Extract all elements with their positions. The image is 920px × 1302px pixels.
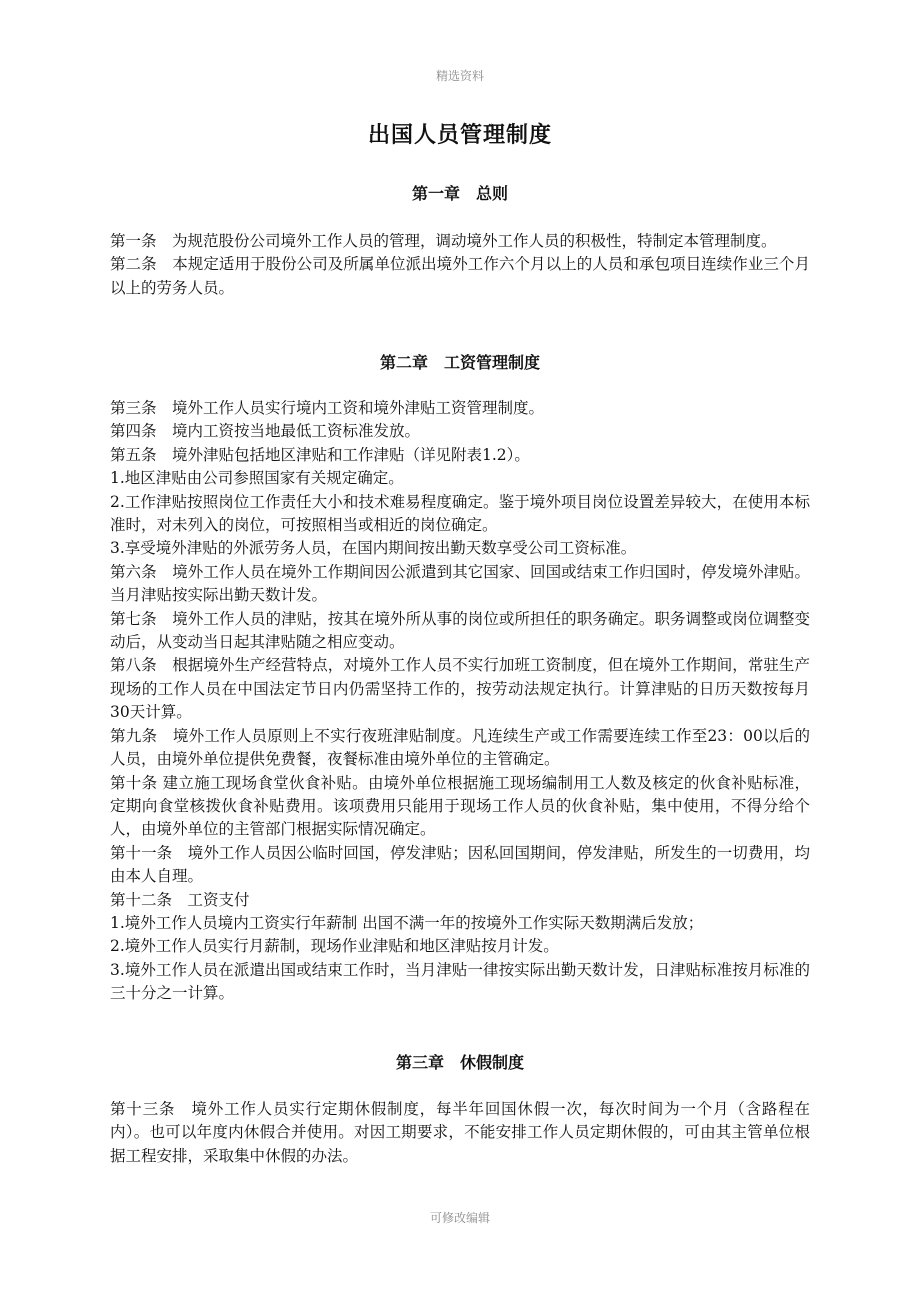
list-item: 1.境外工作人员境内工资实行年薪制 出国不满一年的按境外工作实际天数期满后发放； [110, 913, 704, 932]
article-paragraph: 第十一条 境外工作人员因公临时回国，停发津贴；因私回国期间，停发津贴，所发生的一切费用，均由本人自理。 [110, 843, 810, 886]
chapter-body [110, 1098, 810, 1168]
article-paragraph: 第八条 根据境外生产经营特点，对境外工作人员不实行加班工资制度，但在境外工作期间，常驻生产现场的工作人员在中国法定节日内仍需坚持工作的，按劳动法规定执行。计算津贴的日历天数按每月30天计算。 [110, 656, 810, 722]
list-item: 2.工作津贴按照岗位工作责任大小和技术难易程度确定。鉴于境外项目岗位设置差异较大，在使用本标准时，对未列入的岗位，可按照相当或相近的岗位确定。 [110, 492, 810, 535]
article-paragraph: 第九条 境外工作人员原则上不实行夜班津贴制度。凡连续生产或工作需要连续工作至23：00以后的人员，由境外单位提供免费餐，夜餐标准由境外单位的主管确定。 [110, 726, 810, 769]
chapter-heading: 第一章 总则 [411, 184, 508, 203]
article-paragraph: 第七条 境外工作人员的津贴，按其在境外所从事的岗位或所担任的职务确定。职务调整或岗位调整变动后，从变动当日起其津贴随之相应变动。 [110, 609, 810, 652]
list-item: 1.地区津贴由公司参照国家有关规定确定。 [110, 469, 404, 488]
article-paragraph: 第六条 境外工作人员在境外工作期间因公派遣到其它国家、回国或结束工作归国时，停发境外津贴。当月津贴按实际出勤天数计发。 [110, 562, 810, 605]
article-paragraph: 第四条 境内工资按当地最低工资标准发放。 [110, 422, 421, 441]
list-item: 3.享受境外津贴的外派劳务人员，在国内期间按出勤天数享受公司工资标准。 [110, 539, 637, 558]
list-item: 3.境外工作人员在派遣出国或结束工作时，当月津贴一律按实际出勤天数计发，日津贴标准按月标准的三十分之一计算。 [110, 960, 810, 1003]
article-paragraph: 第十三条 境外工作人员实行定期休假制度，每半年回国休假一次，每次时间为一个月（含路程在内）。也可以年度内休假合并使用。对因工期要求，不能安排工作人员定期休假的，可由其主管单位根据工程安排，采取集中休假的办法。 [110, 1100, 810, 1165]
article-paragraph: 第一条 为规范股份公司境外工作人员的管理，调动境外工作人员的积极性，特制定本管理制度。 [110, 232, 777, 250]
article-paragraph: 第十条 建立施工现场食堂伙食补贴。由境外单位根据施工现场编制用工人数及核定的伙食补贴标准，定期向食堂核拨伙食补贴费用。该项费用只能用于现场工作人员的伙食补贴，集中使用，不得分给个人，由境外单位的主管部门根据实际情况确定。 [110, 773, 810, 839]
footer-note: 可修改编辑 [429, 1211, 490, 1225]
header-note: 精选资料 [435, 69, 484, 83]
chapter-body [110, 397, 810, 1006]
chapter-heading: 第二章 工资管理制度 [379, 353, 540, 372]
list-item: 2.境外工作人员实行月薪制，现场作业津贴和地区津贴按月计发。 [110, 937, 559, 956]
document-title: 出国人员管理制度 [367, 123, 552, 148]
article-paragraph: 第十二条 工资支付 [110, 890, 250, 909]
article-paragraph: 第五条 境外津贴包括地区津贴和工作津贴（详见附表1.2）。 [110, 445, 530, 464]
article-paragraph: 第三条 境外工作人员实行境内工资和境外津贴工资管理制度。 [110, 399, 545, 417]
article-paragraph: 第二条 本规定适用于股份公司及所属单位派出境外工作六个月以上的人员和承包项目连续作业三个月以上的劳务人员。 [110, 255, 810, 297]
chapter-body [110, 230, 810, 300]
chapter-heading: 第三章 休假制度 [395, 1053, 524, 1072]
